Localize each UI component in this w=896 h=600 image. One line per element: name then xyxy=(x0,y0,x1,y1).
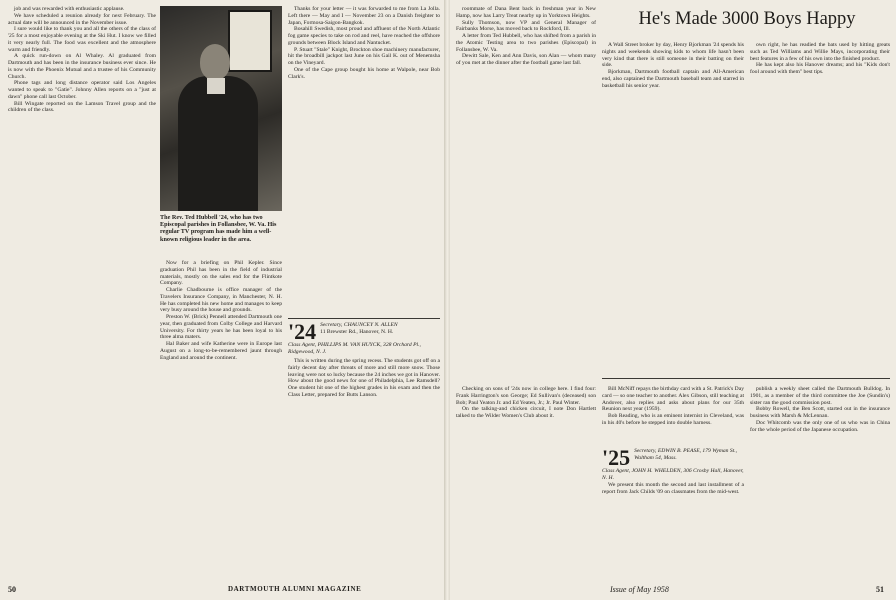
left-column-1 xyxy=(8,6,156,578)
right-page xyxy=(450,0,896,600)
right-bottom-column-3 xyxy=(750,386,890,578)
left-page xyxy=(0,0,446,600)
right-column-3 xyxy=(750,42,890,372)
article-divider xyxy=(602,378,890,379)
class-numeral: '24 xyxy=(288,319,317,344)
paragraph: Bosahill Swedish, most proud and affluent of the North Atlantic fog game species to take on rod and reel, have reached the offshore grounds between Block Island and Nantucket. xyxy=(288,26,440,46)
paragraph: He has kept also his Hanover dreams; and his "Kids don't fool around with them" best tips. xyxy=(750,62,890,75)
right-column-1 xyxy=(456,6,596,386)
paragraph: A quick run-down on Al Whaley. Al graduated from Dartmouth and has been in the insurance business ever since. He is now with the Phoenix Mutual and a trustee of his Community Church. xyxy=(8,53,156,80)
paragraph: Bob Reading, who is an eminent internist in Cleveland, was in his 40's before he stepped into double harness. xyxy=(602,413,744,426)
class-25-text: We present this month the second and last installment of a report from Jack Childs '09 on classmates from the mid-west. xyxy=(602,482,744,495)
paragraph: We have scheduled a reunion already for next February. The actual date will be announced in the November issue. xyxy=(8,12,156,26)
paragraph: job and was rewarded with enthusiastic applause. xyxy=(14,6,125,12)
paragraph: One of the Cape group bought his home at Walpole, near Bob Clark's. xyxy=(288,66,440,80)
paragraph: I sure would like to thank you and all the others of the class of '25 for a most enjoyable evening at the Ski Hut. I know we filled it very nearly full. The food was excellent and the atmosphere warm and friendly. xyxy=(8,26,156,53)
class-24-header xyxy=(288,319,440,355)
class-secretary: Secretary, EDWIN B. PEASE, 179 Wyman St., Waltham 54, Mass. xyxy=(634,448,738,461)
paragraph: A letter from Ted Hubbell, who has shifted from a parish in the Atomic Testing area to two parishes (Episcopal) in Follansbee, W. Va. xyxy=(456,33,596,53)
paragraph: Hal Baker and wife Katherine were in Europe last August on a long-to-be-remembered jaunt through England and around the continent. xyxy=(160,341,282,361)
paragraph: On the talking-and chicken circuit, I note Don Hartlett talked to the Wilder Women's Club about it. xyxy=(456,406,596,419)
paragraph: Bobby Rowell, the Ben Scott, started out in the insurance business with Marsh & McLennan. xyxy=(750,406,890,419)
class-numeral: '25 xyxy=(602,445,631,470)
right-bottom-column-2 xyxy=(602,386,744,442)
paragraph: roommate of Dana Bent back in freshman year in New Hamp, now has Larry Treat nearby up in Yorktown Heights. xyxy=(456,6,596,19)
left-column-2 xyxy=(160,260,282,578)
class-25-header xyxy=(602,445,744,481)
right-column-2 xyxy=(602,42,744,372)
class-agent: Class Agent, PHILLIPS M. VAN HUYCK, 328 Orchard Pl., Ridgewood, N. J. xyxy=(288,342,421,355)
paragraph: Sully Thomson, now VP and General Manager of Fairbanks Morse, has moved back to Rockford, Ill. xyxy=(456,19,596,33)
paragraph: Checking on sons of '24s now in college here. I find four: Frank Harrington's son George; Ed Sullivan's (deceased) son Bob; Paul Yeaton Jr. and Ed Yeaten, Jr.; Jr. Paul Winter. xyxy=(456,386,596,406)
paragraph: publish a weekly sheet called the Dartmouth Bulldog. In 1901, as a member of the third committee the Joe (Sundin's) sister ran the good commission post. xyxy=(750,386,890,406)
page-number-left: 50 xyxy=(8,585,16,594)
article-headline: He's Made 3000 Boys Happy xyxy=(638,9,856,29)
paragraph: Bjorkman, Dartmouth football captain and All-American end, also captained the Dartmouth baseball team and starred in basketball his senior year. xyxy=(602,69,744,89)
class-address: 11 Brewster Rd., Hanover, N. H. xyxy=(320,328,394,335)
paragraph: own right, he has readied the bats used by hitting greats such as Ted Williams and Willie Mays, incorporating their best features in a few of his own into the finished product. xyxy=(750,42,890,62)
paragraph: Dewitt Sale, Ken and Ann Davis, son Alan — whom many of you met at the dinner after the football game last fall. xyxy=(456,53,596,66)
paragraph: P. Stuart "Stale" Knight, Brockton shoe machinery manufacturer, hit the broadbill jackpot last June on his Gail K. out of Menemsha on the Vineyard. xyxy=(288,46,440,66)
paragraph: A Wall Street broker by day, Henry Bjorkman '24 spends his nights and weekends showing kids to whom life hasn't been very kind that there is still someone in their batting on their side. xyxy=(602,42,744,69)
paragraph: Preston W. (Brick) Pennell attended Dartmouth one year, then graduated from Colby College and Harvard University. For thirty years he has been loyal to his three alma maters. xyxy=(160,314,282,341)
paragraph: Now for a briefing on Phil Kepler. Since graduation Phil has been in the field of industrial materials, mostly on the sales end for the Flintkote Company. xyxy=(160,260,282,287)
paragraph: Charlie Chadbourne is office manager of the Travelers Insurance Company, in Manchester, N. H. He has completed his new home and manages to keep very busy around the house and grounds. xyxy=(160,287,282,314)
class-secretary: Secretary, CHAUNCEY N. ALLEN xyxy=(320,322,398,328)
page-number-right: 51 xyxy=(876,585,884,594)
footer-issue: Issue of May 1958 xyxy=(610,585,669,594)
footer-magazine-title: DARTMOUTH ALUMNI MAGAZINE xyxy=(228,585,362,593)
left-column-3 xyxy=(288,6,440,306)
right-bottom-column-1 xyxy=(456,386,596,578)
paragraph: Bill Wingate reported on the Lamson Travel group and the children of the class. xyxy=(8,100,156,114)
photo-caption: The Rev. Ted Hubbell '24, who has two Episcopal parishes in Follansbee, W. Va. His regular TV program has made him a well-known religious leader in the area. xyxy=(160,214,277,243)
paragraph: Doc Whitcomb was the only one of us who was in China for the whole period of the Japanese occupation. xyxy=(750,419,890,433)
paragraph: Phone tags and long distance operator said Los Angeles wanted to speak to "Gatie". Johnny Allen reports on a "just at dawn" phone call last October. xyxy=(8,80,156,100)
paragraph: Bill McNiff repays the birthday card with a St. Patrick's Day card — so one teacher to another. Alex Gibson, still teaching at Andover, also replies and asks about plans for our 35th Reunion next year (1959). xyxy=(602,386,744,413)
class-24-text: This is written during the spring recess. The students got off on a fairly decent day after threats of more and still more snow. Those leaving were not so lucky because the 24 inches we got in Hanover. How about the good news for one of Philadelphia, Lee Ramsdell? One student hit one of the highest grades in his exam and then the Class Letter, prepared for Butts Lanson. xyxy=(288,358,440,398)
class-agent: Class Agent, JOHN H. WHELDEN, 306 Crosby Hall, Hanover, N. H. xyxy=(602,468,744,481)
paragraph: Thanks for your letter — it was forwarded to me from La Jolla. Left there — May and I — November 23 on a Danish freighter to Japan, Formosa-Saigon-Bangkok. xyxy=(288,6,440,26)
portrait-photo xyxy=(160,6,282,211)
